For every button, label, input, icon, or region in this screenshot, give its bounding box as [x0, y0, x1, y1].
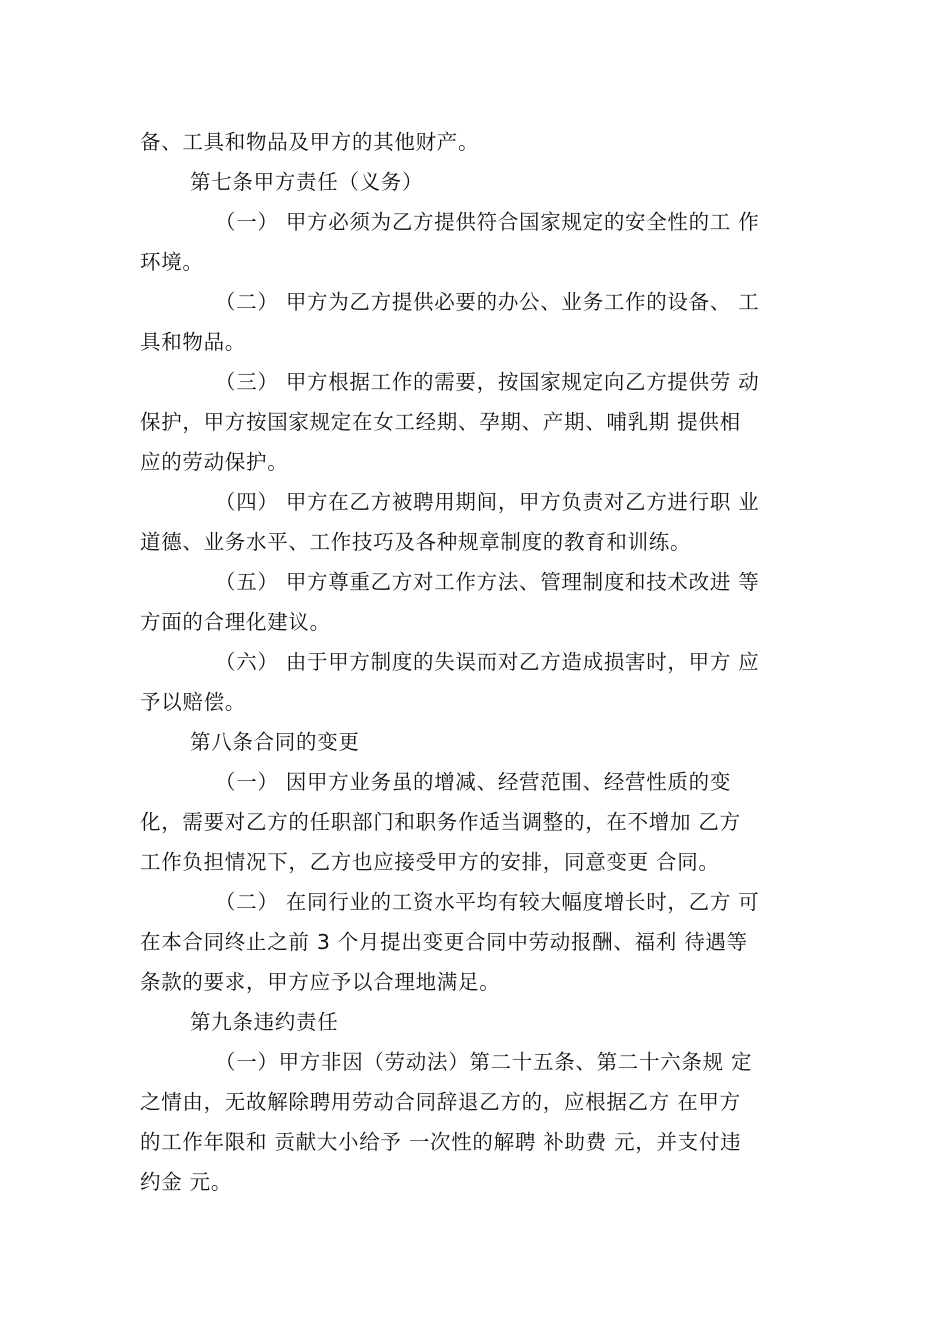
text-line: （五） 甲方尊重乙方对工作方法、管理制度和技术改进 等 — [215, 570, 760, 594]
text-line: （四） 甲方在乙方被聘用期间，甲方负责对乙方进行职 业 — [215, 490, 760, 514]
article-7-heading: 第七条甲方责任（义务） — [190, 170, 424, 194]
text-line: （一） 甲方必须为乙方提供符合国家规定的安全性的工 作 — [215, 210, 760, 234]
text-line: 化，需要对乙方的任职部门和职务作适当调整的，在不增加 乙方 — [140, 810, 741, 834]
text-line: 道德、业务水平、工作技巧及各种规章制度的教育和训练。 — [140, 530, 692, 554]
text-line: （六） 由于甲方制度的失误而对乙方造成损害时，甲方 应 — [215, 650, 760, 674]
text-line: 工作负担情况下，乙方也应接受甲方的安排，同意变更 合同。 — [140, 850, 720, 874]
text-line: （二） 甲方为乙方提供必要的办公、业务工作的设备、 工 — [215, 290, 760, 314]
text-line: 具和物品。 — [140, 330, 246, 354]
text-line: 之情由，无故解除聘用劳动合同辞退乙方的，应根据乙方 在甲方 — [140, 1090, 741, 1114]
text-line: 予以赔偿。 — [140, 690, 246, 714]
text-line: 方面的合理化建议。 — [140, 610, 331, 634]
text-line: 应的劳动保护。 — [140, 450, 289, 474]
article-9-heading: 第九条违约责任 — [190, 1010, 339, 1034]
article-8-heading: 第八条合同的变更 — [190, 730, 360, 754]
text-line: 保护，甲方按国家规定在女工经期、孕期、产期、哺乳期 提供相 — [140, 410, 741, 434]
text-line: （三） 甲方根据工作的需要，按国家规定向乙方提供劳 动 — [215, 370, 760, 394]
text-line: 约金 元。 — [140, 1170, 233, 1194]
text-line: （一）甲方非因（劳动法）第二十五条、第二十六条规 定 — [215, 1050, 753, 1074]
text-line: 备、工具和物品及甲方的其他财产。 — [140, 130, 480, 154]
text-line: 条款的要求，甲方应予以合理地满足。 — [140, 970, 501, 994]
text-line: 环境。 — [140, 250, 204, 274]
text-line: 在本合同终止之前 3 个月提出变更合同中劳动报酬、福利 待遇等 — [140, 930, 748, 954]
text-line: 的工作年限和 贡献大小给予 一次性的解聘 补助费 元，并支付违 — [140, 1130, 742, 1154]
text-line: （一） 因甲方业务虽的增减、经营范围、经营性质的变 — [215, 770, 732, 794]
text-line: （二） 在同行业的工资水平均有较大幅度增长时，乙方 可 — [215, 890, 760, 914]
